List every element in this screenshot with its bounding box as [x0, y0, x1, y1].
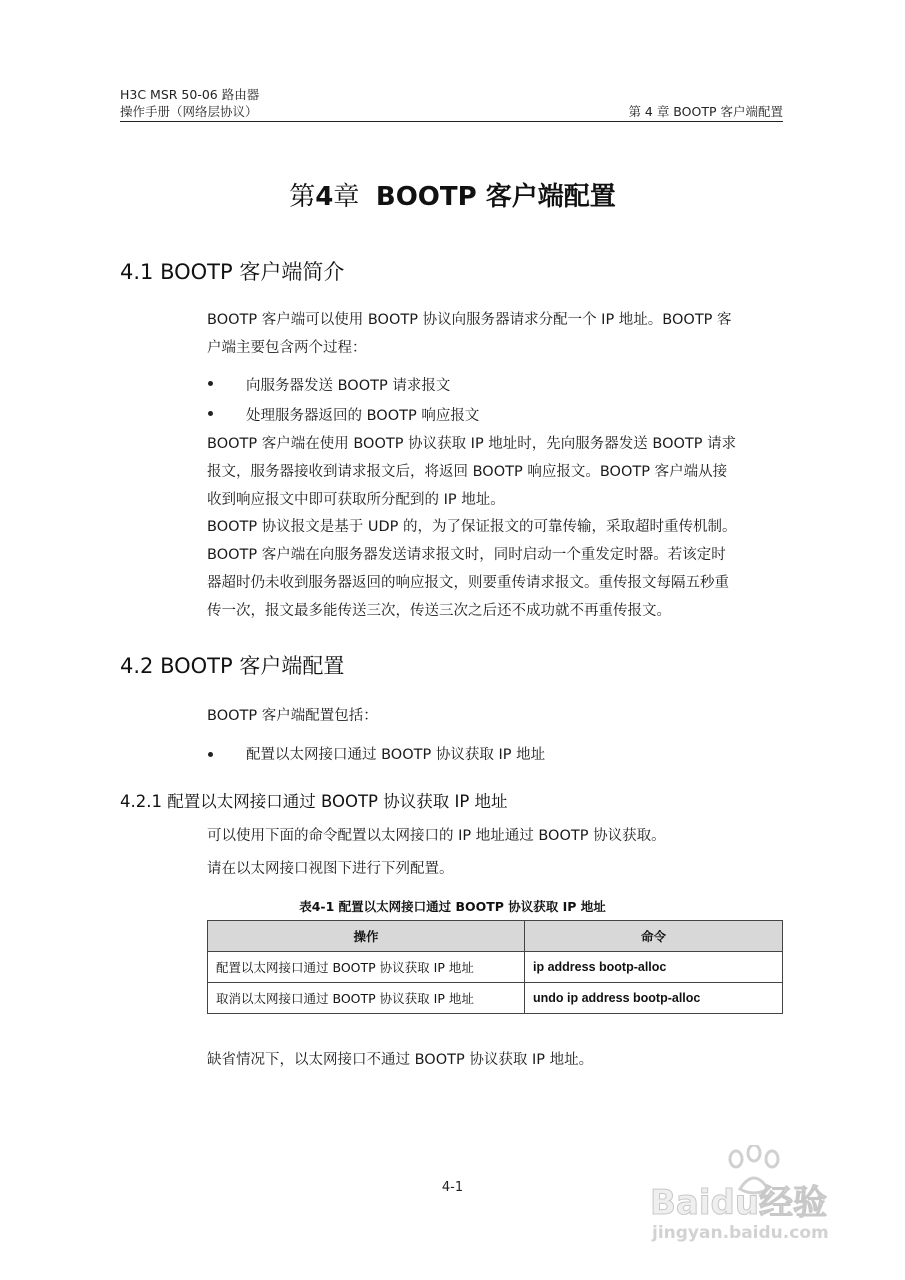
section-4-2-1-line1: 可以使用下面的命令配置以太网接口的 IP 地址通过 BOOTP 协议获取。	[207, 828, 666, 844]
bullet-item: 向服务器发送 BOOTP 请求报文	[246, 378, 451, 394]
chapter-number: 4	[315, 182, 334, 212]
bullet-item: 处理服务器返回的 BOOTP 响应报文	[246, 408, 480, 424]
chapter-prefix: 第	[289, 182, 316, 212]
section-4-2-1-line2: 请在以太网接口视图下进行下列配置。	[207, 861, 454, 877]
table-row	[208, 952, 783, 983]
chapter-suffix: 章	[333, 182, 360, 212]
para-line: BOOTP 协议报文是基于 UDP 的，为了保证报文的可靠传输，采取超时重传机制。	[207, 519, 737, 535]
watermark-brand: Baidu经验	[650, 1183, 828, 1223]
para-line: BOOTP 客户端在使用 BOOTP 协议获取 IP 地址时，先向服务器发送 BOOTP 请求	[207, 436, 737, 452]
page-number: 4-1	[441, 1180, 464, 1195]
default-note: 缺省情况下，以太网接口不通过 BOOTP 协议获取 IP 地址。	[207, 1052, 594, 1068]
para-line: BOOTP 客户端在向服务器发送请求报文时，同时启动一个重发定时器。若该定时	[207, 547, 726, 563]
chapter-title	[0, 176, 905, 213]
config-table	[207, 920, 783, 1014]
table-cell-command: ip address bootp-alloc	[525, 952, 783, 983]
header-manual: 操作手册（网络层协议）	[120, 104, 258, 119]
section-4-2-intro: BOOTP 客户端配置包括：	[207, 708, 378, 724]
watermark-url: jingyan.baidu.com	[652, 1223, 829, 1243]
para-line: 收到响应报文中即可获取所分配到的 IP 地址。	[207, 492, 505, 508]
section-4-1-para2	[207, 430, 783, 514]
section-4-2-1-heading: 4.2.1 配置以太网接口通过 BOOTP 协议获取 IP 地址	[120, 792, 508, 811]
header-product: H3C MSR 50-06 路由器	[120, 87, 260, 102]
table-cell-operation: 取消以太网接口通过 BOOTP 协议获取 IP 地址	[208, 983, 525, 1014]
table-cell-command: undo ip address bootp-alloc	[525, 983, 783, 1014]
header-rule	[120, 121, 783, 122]
para-line: 传一次，报文最多能传送三次，传送三次之后还不成功就不再重传报文。	[207, 603, 671, 619]
bullet-item: 配置以太网接口通过 BOOTP 协议获取 IP 地址	[246, 747, 546, 763]
para-line: 报文，服务器接收到请求报文后，将返回 BOOTP 响应报文。BOOTP 客户端从接	[207, 464, 728, 480]
section-4-1-heading: 4.1 BOOTP 客户端简介	[120, 260, 345, 284]
table-caption: 表4-1 配置以太网接口通过 BOOTP 协议获取 IP 地址	[299, 899, 606, 914]
chapter-name: BOOTP 客户端配置	[375, 182, 616, 212]
para-line: 器超时仍未收到服务器返回的响应报文，则要重传请求报文。重传报文每隔五秒重	[207, 575, 729, 591]
table-row	[208, 983, 783, 1014]
bullet-dot	[208, 752, 213, 757]
para-line: 户端主要包含两个过程：	[207, 340, 367, 356]
section-4-1-para1	[207, 306, 783, 362]
header-chapter-ref: 第 4 章 BOOTP 客户端配置	[628, 104, 783, 119]
section-4-1-para3	[207, 513, 783, 625]
table-header-cell: 操作	[208, 921, 525, 952]
para-line: BOOTP 客户端可以使用 BOOTP 协议向服务器请求分配一个 IP 地址。BOOTP 客	[207, 312, 732, 328]
table-cell-operation: 配置以太网接口通过 BOOTP 协议获取 IP 地址	[208, 952, 525, 983]
table-header-row	[208, 921, 783, 952]
section-4-2-heading: 4.2 BOOTP 客户端配置	[120, 654, 345, 678]
baidu-watermark	[640, 1145, 860, 1255]
bullet-dot	[208, 381, 213, 386]
bullet-dot	[208, 411, 213, 416]
table-header-cell: 命令	[525, 921, 783, 952]
